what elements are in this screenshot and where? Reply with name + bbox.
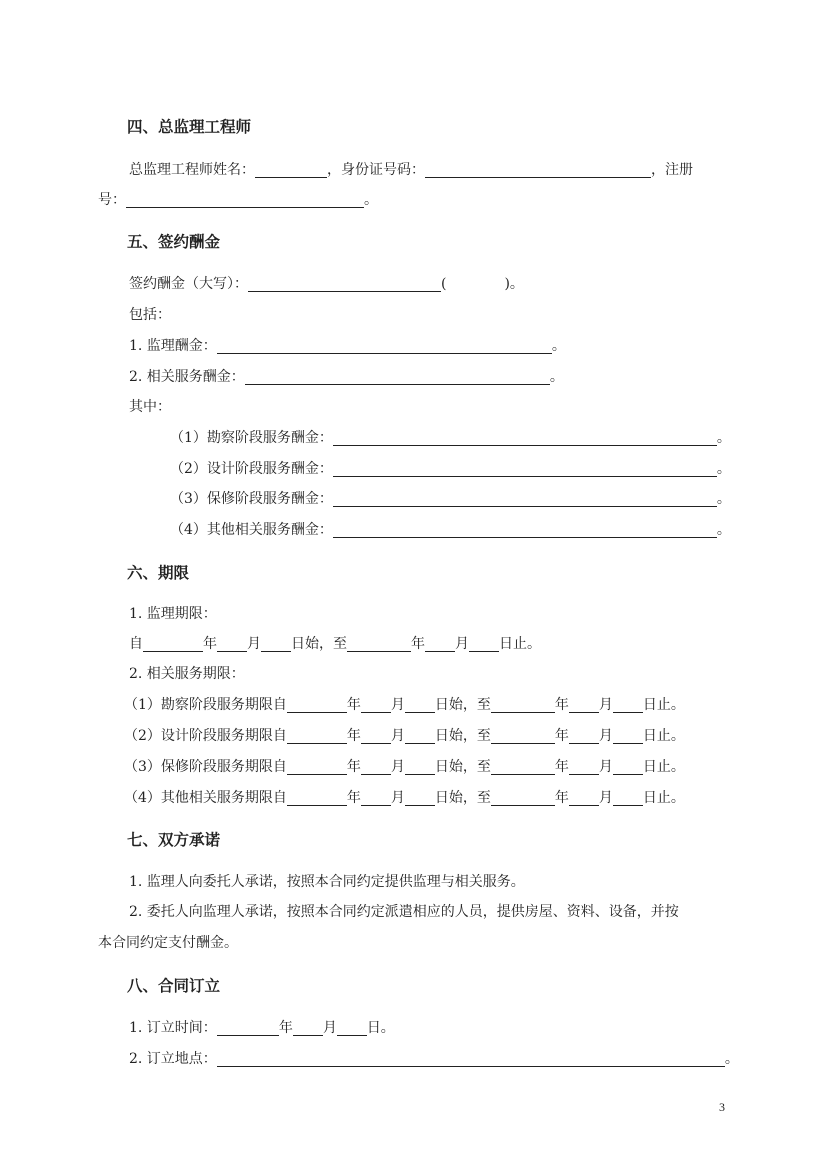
period: 。: [551, 338, 566, 354]
term-sub1-line: [124, 695, 685, 715]
day-end-label: 日止。: [642, 759, 685, 775]
period: 。: [716, 430, 731, 446]
section5-title: 五、签约酬金: [127, 233, 221, 251]
fee-sub4-line: [170, 520, 731, 540]
term-sub1-label: （1）勘察阶段服务期限自: [124, 697, 287, 713]
period: 。: [364, 192, 378, 208]
sign-month-blank[interactable]: [293, 1020, 323, 1036]
sign-time-line: [129, 1018, 395, 1038]
section6-title: 六、期限: [127, 564, 190, 582]
month-label: 月: [390, 759, 405, 775]
blank[interactable]: [361, 790, 391, 806]
month-label: 月: [322, 1020, 337, 1036]
fee-item2-line: [129, 367, 564, 387]
section4-title: 四、总监理工程师: [127, 118, 252, 136]
year-label: 年: [554, 759, 569, 775]
year-label: 年: [278, 1020, 293, 1036]
registration-line: [98, 190, 378, 210]
blank[interactable]: [491, 728, 555, 744]
paren-close: )。: [504, 276, 524, 292]
fee-sub1-label: （1）勘察阶段服务酬金：: [170, 430, 333, 446]
blank[interactable]: [405, 697, 435, 713]
period: 。: [716, 491, 731, 507]
blank[interactable]: [491, 697, 555, 713]
blank[interactable]: [361, 759, 391, 775]
term-sub2-line: [124, 726, 685, 746]
fee-sub2-label: （2）设计阶段服务酬金：: [170, 461, 333, 477]
blank[interactable]: [405, 728, 435, 744]
day-start-to-label: 日始，至: [434, 728, 491, 744]
sign-time-label: 1. 订立时间：: [129, 1020, 217, 1036]
year-label: 年: [411, 636, 425, 652]
id-blank[interactable]: [425, 162, 651, 178]
month-label: 月: [598, 697, 613, 713]
blank[interactable]: [491, 790, 555, 806]
period: 。: [716, 522, 731, 538]
chief-engineer-line: [129, 160, 693, 180]
blank[interactable]: [361, 697, 391, 713]
blank[interactable]: [569, 790, 599, 806]
includes-label: 包括：: [129, 307, 171, 323]
fee-sub1-blank[interactable]: [333, 430, 717, 446]
year-label: 年: [554, 790, 569, 806]
fee-item1-line: [129, 336, 566, 356]
blank[interactable]: [287, 759, 347, 775]
year-label: 年: [554, 728, 569, 744]
day-label: 日。: [366, 1020, 395, 1036]
blank[interactable]: [361, 728, 391, 744]
sign-place-blank[interactable]: [217, 1051, 725, 1067]
fee-sub2-line: [170, 459, 731, 479]
day-start-to-label: 日始，至: [291, 636, 347, 652]
reg-label2: 号：: [98, 192, 126, 208]
month-label: 月: [598, 728, 613, 744]
fee-item1-blank[interactable]: [217, 338, 552, 354]
section7-title: 七、双方承诺: [127, 831, 221, 849]
page-number: 3: [719, 1100, 725, 1114]
month-label: 月: [247, 636, 261, 652]
year-label: 年: [346, 790, 361, 806]
year-label: 年: [554, 697, 569, 713]
start-year-blank[interactable]: [143, 636, 203, 652]
name-blank[interactable]: [255, 162, 327, 178]
period: 。: [549, 369, 564, 385]
term-sub3-label: （3）保修阶段服务期限自: [124, 759, 287, 775]
blank[interactable]: [569, 759, 599, 775]
end-day-blank[interactable]: [469, 636, 499, 652]
fee-line: [129, 274, 524, 294]
month-label: 月: [598, 759, 613, 775]
end-year-blank[interactable]: [347, 636, 411, 652]
fee-sub4-label: （4）其他相关服务酬金：: [170, 522, 333, 538]
blank[interactable]: [613, 697, 643, 713]
day-end-label: 日止。: [642, 728, 685, 744]
blank[interactable]: [569, 697, 599, 713]
reg-label: ，注册: [651, 162, 693, 178]
term-item1-label: 1. 监理期限：: [129, 606, 217, 622]
promise-p2-line1: 2. 委托人向监理人承诺，按照本合同约定派遣相应的人员，提供房屋、资料、设备，并按: [129, 904, 679, 920]
fee-sub3-label: （3）保修阶段服务酬金：: [170, 491, 333, 507]
fee-item2-blank[interactable]: [245, 369, 550, 385]
blank[interactable]: [613, 790, 643, 806]
month-label: 月: [455, 636, 469, 652]
sign-place-label: 2. 订立地点：: [129, 1051, 217, 1067]
blank[interactable]: [287, 790, 347, 806]
term-sub4-line: [124, 788, 685, 808]
fee-sub3-blank[interactable]: [333, 491, 717, 507]
fee-sub2-blank[interactable]: [333, 461, 717, 477]
year-label: 年: [346, 759, 361, 775]
fee-sub4-blank[interactable]: [333, 522, 717, 538]
paren-open: (: [441, 276, 447, 292]
year-label: 年: [203, 636, 217, 652]
among-label: 其中：: [129, 399, 171, 415]
blank[interactable]: [405, 759, 435, 775]
term-sub2-label: （2）设计阶段服务期限自: [124, 728, 287, 744]
fee-label: 签约酬金（大写）：: [129, 276, 248, 292]
blank[interactable]: [613, 728, 643, 744]
month-label: 月: [390, 790, 405, 806]
promise-p1: 1. 监理人向委托人承诺，按照本合同约定提供监理与相关服务。: [129, 874, 525, 890]
reg-blank[interactable]: [126, 192, 364, 208]
blank[interactable]: [491, 759, 555, 775]
section8-title: 八、合同订立: [127, 977, 221, 995]
blank[interactable]: [569, 728, 599, 744]
blank[interactable]: [287, 697, 347, 713]
month-label: 月: [390, 697, 405, 713]
sign-day-blank[interactable]: [337, 1020, 367, 1036]
end-month-blank[interactable]: [425, 636, 455, 652]
day-start-to-label: 日始，至: [434, 697, 491, 713]
fee-sub3-line: [170, 489, 731, 509]
sign-year-blank[interactable]: [217, 1020, 279, 1036]
period: 。: [716, 461, 731, 477]
term-date-line: [129, 634, 541, 654]
blank[interactable]: [613, 759, 643, 775]
day-start-to-label: 日始，至: [434, 759, 491, 775]
day-end-label: 日止。: [642, 697, 685, 713]
fee-item2-label: 2. 相关服务酬金：: [129, 369, 245, 385]
id-label: ，身份证号码：: [327, 162, 425, 178]
period: 。: [724, 1051, 739, 1067]
year-label: 年: [346, 728, 361, 744]
name-label: 总监理工程师姓名：: [129, 162, 255, 178]
fee-blank[interactable]: [248, 276, 441, 292]
term-sub3-line: [124, 757, 685, 777]
start-day-blank[interactable]: [261, 636, 291, 652]
fee-sub1-line: [170, 428, 731, 448]
promise-p2-line2: 本合同约定支付酬金。: [98, 935, 238, 951]
month-label: 月: [390, 728, 405, 744]
day-end-label: 日止。: [642, 790, 685, 806]
day-start-to-label: 日始，至: [434, 790, 491, 806]
sign-place-line: [129, 1049, 739, 1069]
month-label: 月: [598, 790, 613, 806]
year-label: 年: [346, 697, 361, 713]
blank[interactable]: [287, 728, 347, 744]
fee-item1-label: 1. 监理酬金：: [129, 338, 217, 354]
day-end-label: 日止。: [499, 636, 541, 652]
start-month-blank[interactable]: [217, 636, 247, 652]
term-item2-label: 2. 相关服务期限：: [129, 666, 245, 682]
blank[interactable]: [405, 790, 435, 806]
term-sub4-label: （4）其他相关服务期限自: [124, 790, 287, 806]
from-label: 自: [129, 636, 143, 652]
